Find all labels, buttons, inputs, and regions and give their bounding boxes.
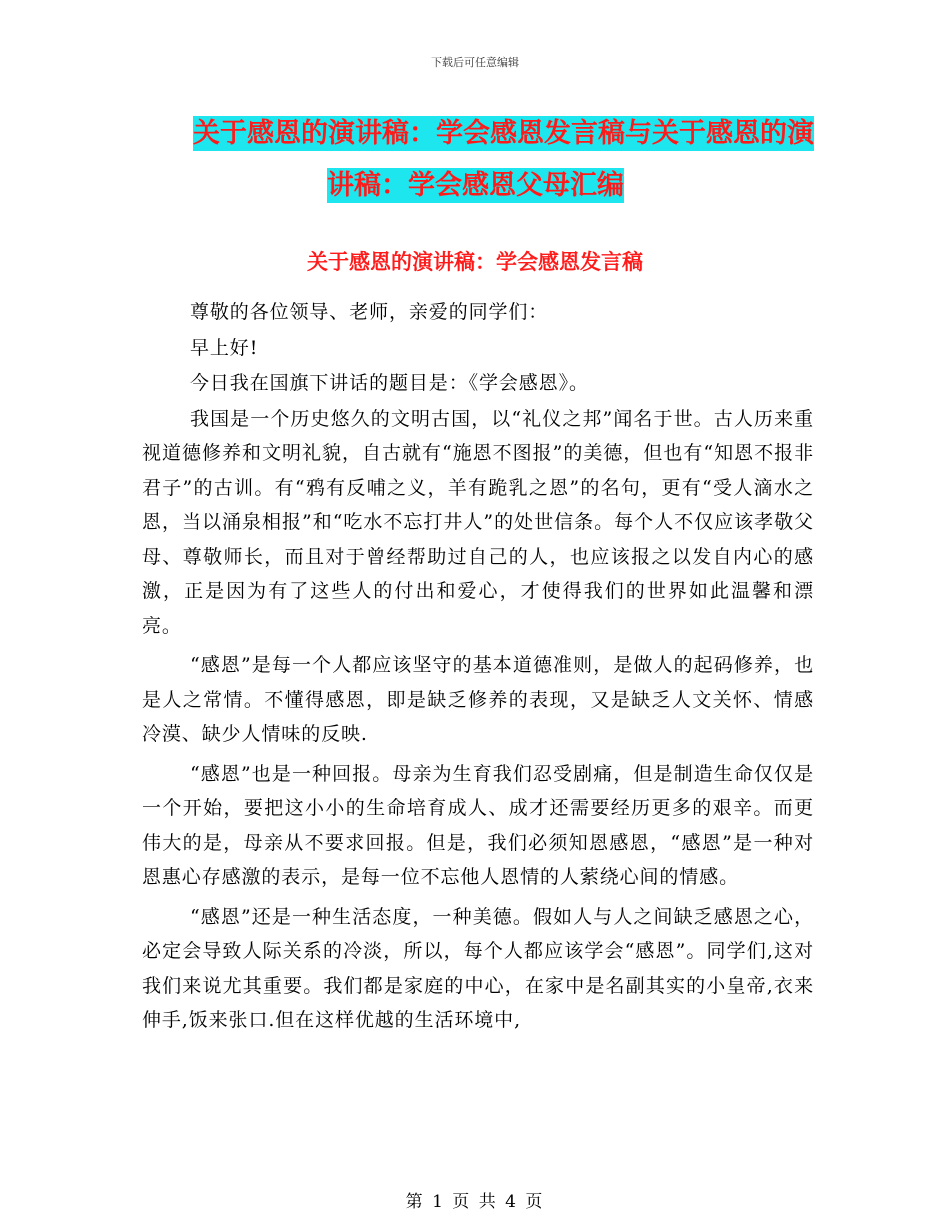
paragraph-topic: 今日我在国旗下讲话的题目是：《学会感恩》。 bbox=[190, 372, 589, 394]
paragraph-body: “感恩”还是一种生活态度，一种美德。假如人与人之间缺乏感恩之心，必定会导致人际关系的冷淡，所以，每个人都应该学会“感恩”。同学们,这对我们来说尤其重要。我们都是家庭的中心，在家中是名副其实的小皇帝,衣来伸手,饭来张口.但在这样优越的生活环境中, bbox=[142, 905, 814, 1031]
title-line-2-text: 讲稿：学会感恩父母汇编 bbox=[327, 170, 624, 201]
document-body bbox=[142, 295, 814, 1038]
paragraph-greeting: 早上好! bbox=[190, 336, 259, 359]
title-line-2 bbox=[140, 160, 820, 212]
paragraph-salutation: 尊敬的各位领导、老师，亲爱的同学们： bbox=[190, 301, 549, 323]
paragraph-body: “感恩”是每一个人都应该坚守的基本道德准则，是做人的起码修养，也是人之常情。不懂得感恩，即是缺乏修养的表现，又是缺乏人文关怀、情感冷漠、缺少人情味的反映. bbox=[142, 654, 814, 745]
title-line-1 bbox=[140, 108, 820, 160]
paragraph-body: “感恩”也是一种回报。母亲为生育我们忍受剧痛，但是制造生命仅仅是一个开始，要把这小小的生命培育成人、成才还需要经历更多的艰辛。而更伟大的是，母亲从不要求回报。但是，我们必须知恩感恩，“感恩”是一种对恩惠心存感激的表示，是每一位不忘他人恩情的人萦绕心间的情感。 bbox=[142, 762, 814, 888]
page-number: 第 1 页 共 4 页 bbox=[405, 1192, 545, 1212]
paragraph-body: 我国是一个历史悠久的文明古国，以“礼仪之邦”闻名于世。古人历来重视道德修养和文明礼貌，自古就有“施恩不图报”的美德，但也有“知恩不报非君子”的古训。有“鸦有反哺之义，羊有跪乳之恩”的名句，更有“受人滴水之恩，当以涌泉相报”和“吃水不忘打井人”的处世信条。每个人不仅应该孝敬父母、尊敬师长，而且对于曾经帮助过自己的人，也应该报之以发自内心的感激，正是因为有了这些人的付出和爱心，才使得我们的世界如此温馨和漂亮。 bbox=[142, 407, 814, 637]
document-title bbox=[140, 108, 820, 212]
section-title: 关于感恩的演讲稿：学会感恩发言稿 bbox=[307, 250, 643, 274]
title-line-1-text: 关于感恩的演讲稿：学会感恩发言稿与关于感恩的演 bbox=[193, 118, 814, 149]
header-note: 下载后可任意编辑 bbox=[431, 56, 519, 69]
